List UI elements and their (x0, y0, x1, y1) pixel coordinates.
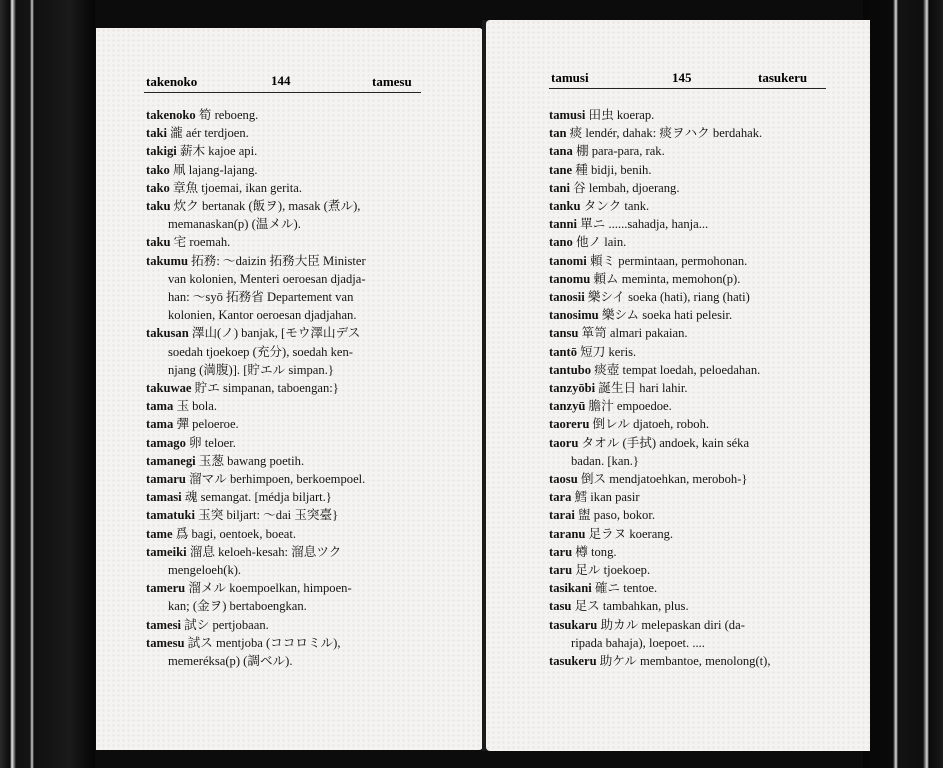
running-head-left: tamusi (551, 70, 589, 85)
dictionary-page-right (486, 20, 870, 751)
dictionary-entry-line (146, 561, 476, 579)
entry-definition: 薪木 kajoe api. (179, 144, 258, 159)
dictionary-entry-line (146, 652, 476, 670)
entry-definition: 溜メル koempoelkan, himpoen- (188, 581, 352, 596)
entry-headword: tamesu (146, 635, 185, 650)
dictionary-entry-line (146, 597, 476, 615)
entry-definition: 谷 lembah, djoerang. (573, 180, 680, 195)
dictionary-entry-line (146, 106, 476, 124)
header-rule (549, 88, 826, 89)
entry-definition: 倒レル djatoeh, roboh. (592, 417, 710, 432)
entry-definition: ripada bahaja), loepoet. .... (571, 635, 705, 650)
entry-definition: 溜息 keloeh-kesah: 溜息ツク (189, 544, 342, 559)
dictionary-entry-line (146, 543, 476, 561)
entry-headword: takenoko (146, 108, 196, 122)
dictionary-entry-line (549, 252, 864, 270)
dictionary-entry-line (549, 397, 864, 415)
entry-headword: tame (146, 526, 173, 541)
entry-definition: memanaskan(p) (温メル). (168, 217, 301, 232)
dictionary-entry-line (146, 161, 476, 179)
entry-definition: 短刀 keris. (580, 344, 637, 359)
dictionary-entry-line (146, 306, 476, 324)
dictionary-entry-line (146, 252, 476, 270)
entry-definition: タオル (手拭) andoek, kain séka (581, 435, 750, 450)
entry-headword: tamatuki (146, 508, 195, 523)
dictionary-entry-line (146, 488, 476, 506)
entry-headword: taosu (549, 472, 578, 487)
entry-headword: taoru (549, 435, 579, 450)
entry-definition: badan. [kan.} (571, 453, 639, 468)
entry-definition: 箪笥 almari pakaian. (581, 326, 688, 341)
dictionary-entry-line (146, 470, 476, 488)
dictionary-entry-line (549, 652, 864, 670)
dictionary-entry-line (549, 324, 864, 342)
entry-definition: 魂 semangat. [médja biljart.} (184, 490, 332, 505)
dictionary-entry-line (549, 306, 864, 324)
entry-headword: tako (146, 162, 170, 177)
entry-definition: 確ニ tentoe. (594, 581, 658, 596)
entry-definition: 誕生日 hari lahir. (598, 381, 688, 396)
entry-definition: 痰壺 tempat loedah, peloedahan. (594, 362, 761, 377)
entry-definition: 爲 bagi, oentoek, boeat. (175, 526, 297, 541)
entry-headword: taranu (549, 526, 586, 541)
entry-headword: tako (146, 180, 170, 195)
entry-definition: 章魚 tjoemai, ikan gerita. (172, 180, 303, 195)
entry-definition: 筍 reboeng. (198, 108, 259, 122)
entry-headword: tantō (549, 344, 577, 359)
entry-definition: 盥 paso, bokor. (578, 508, 656, 523)
entry-headword: tan (549, 126, 567, 141)
entry-headword: tanzyū (549, 399, 586, 414)
entry-headword: tane (549, 162, 573, 177)
dictionary-entry-line (549, 379, 864, 397)
entry-definition: mengeloeh(k). (168, 563, 242, 578)
entry-headword: tanni (549, 217, 577, 232)
entry-headword: tasukeru (549, 654, 597, 669)
entry-definition: kolonien, Kantor oeroesan djadjahan. (168, 308, 357, 323)
dictionary-entry-line (549, 270, 864, 288)
entry-definition: 棚 para-para, rak. (575, 144, 665, 159)
dictionary-entry-line (549, 142, 864, 160)
entry-definition: 樽 tong. (575, 544, 617, 559)
dictionary-entry-line (549, 525, 864, 543)
entry-headword: takumu (146, 253, 188, 268)
entry-definition: 試シ pertjobaan. (184, 617, 269, 632)
entry-definition: 玉突 biljart: ～dai 玉突臺} (198, 508, 339, 523)
dictionary-entry-line (549, 452, 864, 470)
entry-definition: 他ノ lain. (575, 235, 627, 250)
entry-definition: han: ～syō 拓務省 Departement van (168, 290, 354, 305)
dictionary-entry-line (146, 288, 476, 306)
book-left-edge (0, 0, 95, 768)
entry-headword: takuwae (146, 381, 192, 396)
dictionary-entry-line (146, 415, 476, 433)
entry-headword: tanomu (549, 271, 591, 286)
entry-headword: tamaru (146, 472, 186, 487)
dictionary-entry-line (146, 197, 476, 215)
page-number: 145 (672, 70, 692, 85)
entry-definition: 倒ス mendjatoehkan, meroboh-} (580, 472, 748, 487)
entry-headword: taki (146, 126, 167, 141)
dictionary-entry-line (549, 415, 864, 433)
entry-definition: 瀧 aér terdjoen. (170, 126, 249, 141)
entry-headword: tara (549, 490, 572, 505)
entry-headword: tarai (549, 508, 575, 523)
dictionary-entry-line (146, 233, 476, 251)
entry-headword: tamesi (146, 617, 181, 632)
entry-definition: 田虫 koerap. (588, 108, 655, 122)
dictionary-entry-line (146, 506, 476, 524)
entry-definition: 卵 teloer. (189, 435, 236, 450)
dictionary-page-left (96, 28, 483, 750)
entry-headword: tasukaru (549, 617, 598, 632)
entry-headword: tama (146, 399, 174, 414)
entry-headword: tameiki (146, 544, 187, 559)
entry-headword: tasu (549, 599, 572, 614)
dictionary-entry-line (146, 124, 476, 142)
entry-definition: njang (満腹)]. [貯エル simpan.} (168, 362, 334, 377)
dictionary-entry-line (549, 106, 864, 124)
entry-definition: kan; (金ヲ) bertaboengkan. (168, 599, 307, 614)
entry-headword: taku (146, 199, 171, 214)
dictionary-entry-line (146, 579, 476, 597)
entry-definition: 助カル melepaskan diri (da- (600, 617, 745, 632)
dictionary-entry-line (549, 233, 864, 251)
entry-headword: tameru (146, 581, 186, 596)
entry-headword: tana (549, 144, 573, 159)
entry-definition: 樂シム soeka hati pelesir. (601, 308, 733, 323)
dictionary-entry-line (549, 343, 864, 361)
entry-definition: 樂シイ soeka (hati), riang (hati) (587, 290, 750, 305)
dictionary-entry-line (549, 288, 864, 306)
dictionary-entry-line (549, 597, 864, 615)
dictionary-entry-line (146, 324, 476, 342)
entry-headword: tamanegi (146, 453, 196, 468)
entry-headword: tamusi (549, 108, 586, 122)
dictionary-entry-line (549, 161, 864, 179)
entry-headword: tantubo (549, 362, 591, 377)
dictionary-entry-line (549, 561, 864, 579)
dictionary-entry-line (549, 470, 864, 488)
entry-list (549, 106, 864, 670)
entry-definition: 澤山(ノ) banjak, [モウ澤山デス (191, 326, 361, 341)
entry-definition: 痰 lendér, dahak: 痰ヲハク berdahak. (569, 126, 763, 141)
dictionary-entry-line (146, 270, 476, 288)
entry-headword: tamago (146, 435, 186, 450)
dictionary-entry-line (549, 179, 864, 197)
entry-definition: 彈 peloeroe. (176, 417, 239, 432)
entry-definition: 膽汁 empoedoe. (588, 399, 672, 414)
entry-headword: tanku (549, 199, 581, 214)
entry-definition: 溜マル berhimpoen, berkoempoel. (189, 472, 366, 487)
entry-definition: 足ル tjoekoep. (575, 563, 651, 578)
entry-definition: 宅 roemah. (173, 235, 231, 250)
entry-list (146, 106, 476, 670)
entry-headword: tasikani (549, 581, 592, 596)
dictionary-entry-line (549, 634, 864, 652)
dictionary-entry-line (549, 197, 864, 215)
dictionary-entry-line (146, 634, 476, 652)
entry-definition: 貯エ simpanan, taboengan:} (194, 381, 339, 396)
entry-headword: tamasi (146, 490, 182, 505)
dictionary-entry-line (146, 343, 476, 361)
entry-definition: 炊ク bertanak (飯ヲ), masak (煮ル), (173, 199, 361, 214)
entry-headword: tanosimu (549, 308, 599, 323)
entry-headword: taru (549, 563, 573, 578)
page-number: 144 (271, 73, 291, 88)
entry-headword: tani (549, 180, 570, 195)
running-head-right: tasukeru (758, 70, 808, 85)
entry-definition: 鱈 ikan pasir (574, 490, 640, 505)
running-head-right: tamesu (372, 74, 412, 89)
entry-definition: 種 bidji, benih. (575, 162, 652, 177)
dictionary-entry-line (549, 616, 864, 634)
entry-definition: van kolonien, Menteri oeroesan djadja- (168, 271, 366, 286)
entry-headword: takigi (146, 144, 177, 159)
dictionary-entry-line (549, 579, 864, 597)
dictionary-entry-line (146, 142, 476, 160)
dictionary-entry-line (146, 452, 476, 470)
entry-headword: tama (146, 417, 174, 432)
entry-definition: soedah tjoekoep (充分), soedah ken- (168, 344, 354, 359)
dictionary-entry-line (549, 506, 864, 524)
entry-definition: 足ス tambahkan, plus. (574, 599, 689, 614)
header-rule (144, 92, 421, 93)
entry-headword: tano (549, 235, 573, 250)
entry-definition: 頼ム meminta, memohon(p). (593, 271, 741, 286)
entry-headword: tanzyōbi (549, 381, 596, 396)
entry-headword: taru (549, 544, 573, 559)
entry-definition: 玉葱 bawang poetih. (198, 453, 305, 468)
entry-definition: タンク tank. (583, 199, 650, 214)
dictionary-entry-line (146, 179, 476, 197)
entry-definition: 頼ミ permintaan, permohonan. (589, 253, 748, 268)
dictionary-entry-line (549, 434, 864, 452)
entry-definition: 凧 lajang-lajang. (172, 162, 258, 177)
dictionary-entry-line (549, 488, 864, 506)
dictionary-entry-line (549, 215, 864, 233)
entry-headword: tansu (549, 326, 579, 341)
running-head-left: takenoko (146, 74, 198, 89)
dictionary-entry-line (549, 124, 864, 142)
dictionary-entry-line (146, 361, 476, 379)
entry-definition: 拓務: ～daizin 拓務大臣 Minister (191, 253, 366, 268)
entry-headword: taoreru (549, 417, 590, 432)
dictionary-entry-line (146, 616, 476, 634)
dictionary-entry-line (146, 379, 476, 397)
entry-headword: taku (146, 235, 171, 250)
entry-definition: 玉 bola. (176, 399, 218, 414)
entry-definition: 試ス mentjoba (ココロミル), (187, 635, 341, 650)
dictionary-entry-line (549, 361, 864, 379)
entry-headword: tanosii (549, 290, 585, 305)
entry-headword: takusan (146, 326, 189, 341)
entry-definition: 足ラヌ koerang. (588, 526, 674, 541)
entry-definition: memeréksa(p) (調ベル). (168, 654, 293, 669)
entry-definition: 單ニ ......sahadja, hanja... (580, 217, 709, 232)
dictionary-entry-line (146, 434, 476, 452)
dictionary-entry-line (146, 525, 476, 543)
dictionary-entry-line (146, 215, 476, 233)
dictionary-entry-line (549, 543, 864, 561)
entry-headword: tanomi (549, 253, 587, 268)
entry-definition: 助ケル membantoe, menolong(t), (599, 654, 771, 669)
dictionary-entry-line (146, 397, 476, 415)
book-right-edge (863, 0, 943, 768)
